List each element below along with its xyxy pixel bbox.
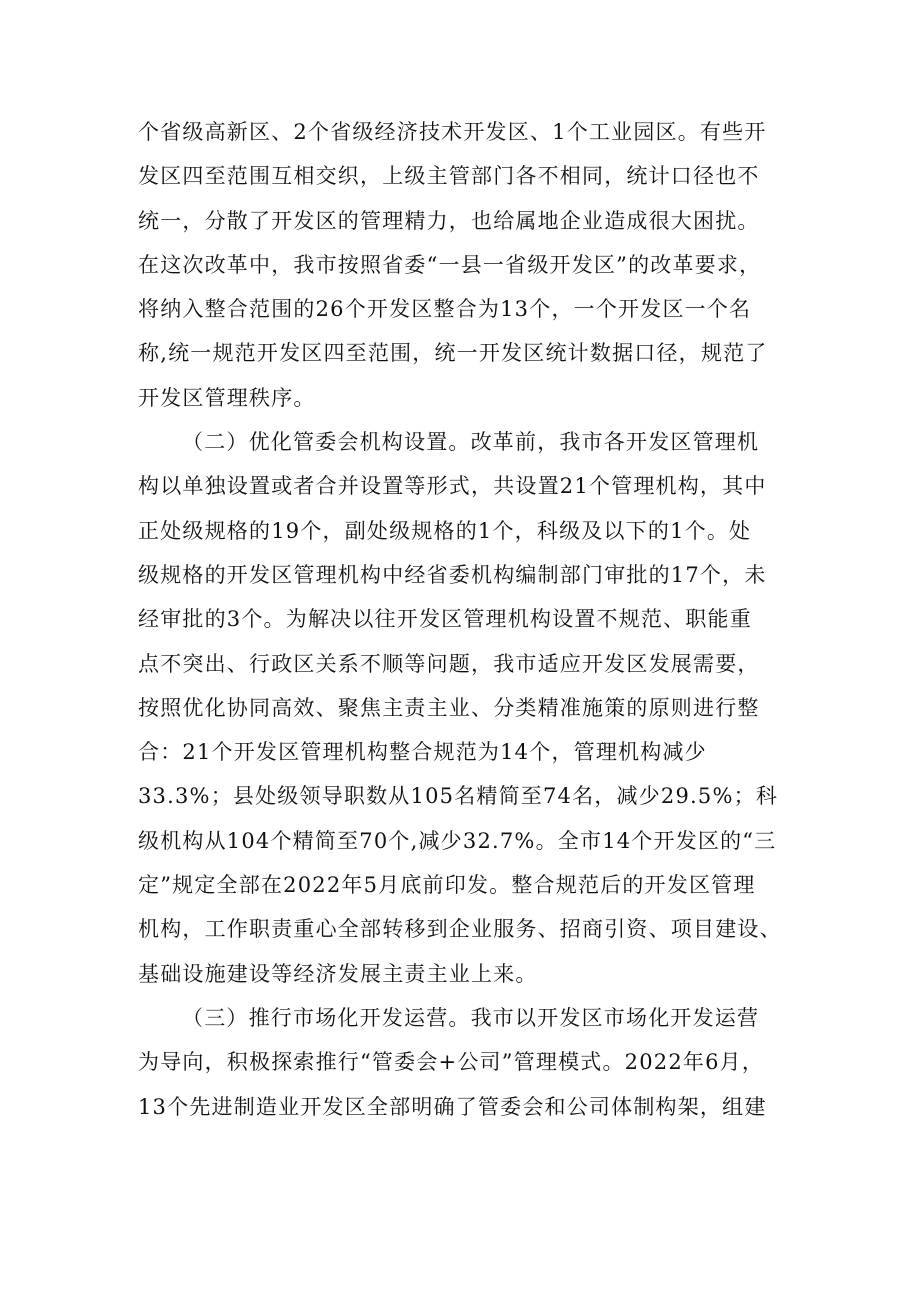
paragraph-1 bbox=[138, 110, 798, 420]
text-line: 基础设施建设等经济发展主责主业上来。 bbox=[138, 961, 538, 986]
text-line: 发区四至范围互相交织，上级主管部门各不相同，统计口径也不 bbox=[138, 164, 760, 189]
text-line: 称,统一规范开发区四至范围，统一开发区统计数据口径，规范了 bbox=[138, 341, 768, 366]
text-line: 点不突出、行政区关系不顺等问题，我市适应开发区发展需要， bbox=[138, 651, 760, 676]
text-line: 合：21个开发区管理机构整合规范为14个，管理机构减少 bbox=[138, 740, 707, 765]
text-line: （三）推行市场化开发运营。我市以开发区市场化开发运营 bbox=[182, 1005, 760, 1030]
text-line: 级机构从104个精简至70个,减少32.7%。全市14个开发区的“三 bbox=[138, 828, 777, 853]
document-body bbox=[138, 110, 798, 1129]
text-line: 按照优化协同高效、聚焦主责主业、分类精准施策的原则进行整 bbox=[138, 695, 760, 720]
text-line: 将纳入整合范围的26个开发区整合为13个，一个开发区一个名 bbox=[138, 297, 752, 322]
text-line: 机构，工作职责重心全部转移到企业服务、招商引资、项目建设、 bbox=[138, 917, 782, 942]
text-line: 33.3%；县处级领导职数从105名精简至74名，减少29.5%；科 bbox=[138, 784, 779, 809]
text-line: 统一，分散了开发区的管理精力，也给属地企业造成很大困扰。 bbox=[138, 208, 760, 233]
text-line: 在这次改革中，我市按照省委“一县一省级开发区”的改革要求， bbox=[138, 252, 762, 277]
text-line: 定”规定全部在2022年5月底前印发。整合规范后的开发区管理 bbox=[138, 873, 756, 898]
text-line: 构以单独设置或者合并设置等形式，共设置21个管理机构，其中 bbox=[138, 474, 767, 499]
text-line: 为导向，积极探索推行“管委会+公司”管理模式。2022年6月， bbox=[138, 1050, 765, 1075]
paragraph-3 bbox=[138, 996, 798, 1129]
text-line: 开发区管理秩序。 bbox=[138, 385, 316, 410]
text-line: 正处级规格的19个，副处级规格的1个，科级及以下的1个。处 bbox=[138, 518, 752, 543]
text-line: （二）优化管委会机构设置。改革前，我市各开发区管理机 bbox=[182, 430, 760, 455]
text-line: 13个先进制造业开发区全部明确了管委会和公司体制构架，组建 bbox=[138, 1094, 767, 1119]
text-line: 个省级高新区、2个省级经济技术开发区、1个工业园区。有些开 bbox=[138, 120, 767, 144]
text-line: 经审批的3个。为解决以往开发区管理机构设置不规范、职能重 bbox=[138, 607, 752, 632]
text-line: 级规格的开发区管理机构中经省委机构编制部门审批的17个，未 bbox=[138, 562, 767, 587]
paragraph-2 bbox=[138, 420, 798, 996]
